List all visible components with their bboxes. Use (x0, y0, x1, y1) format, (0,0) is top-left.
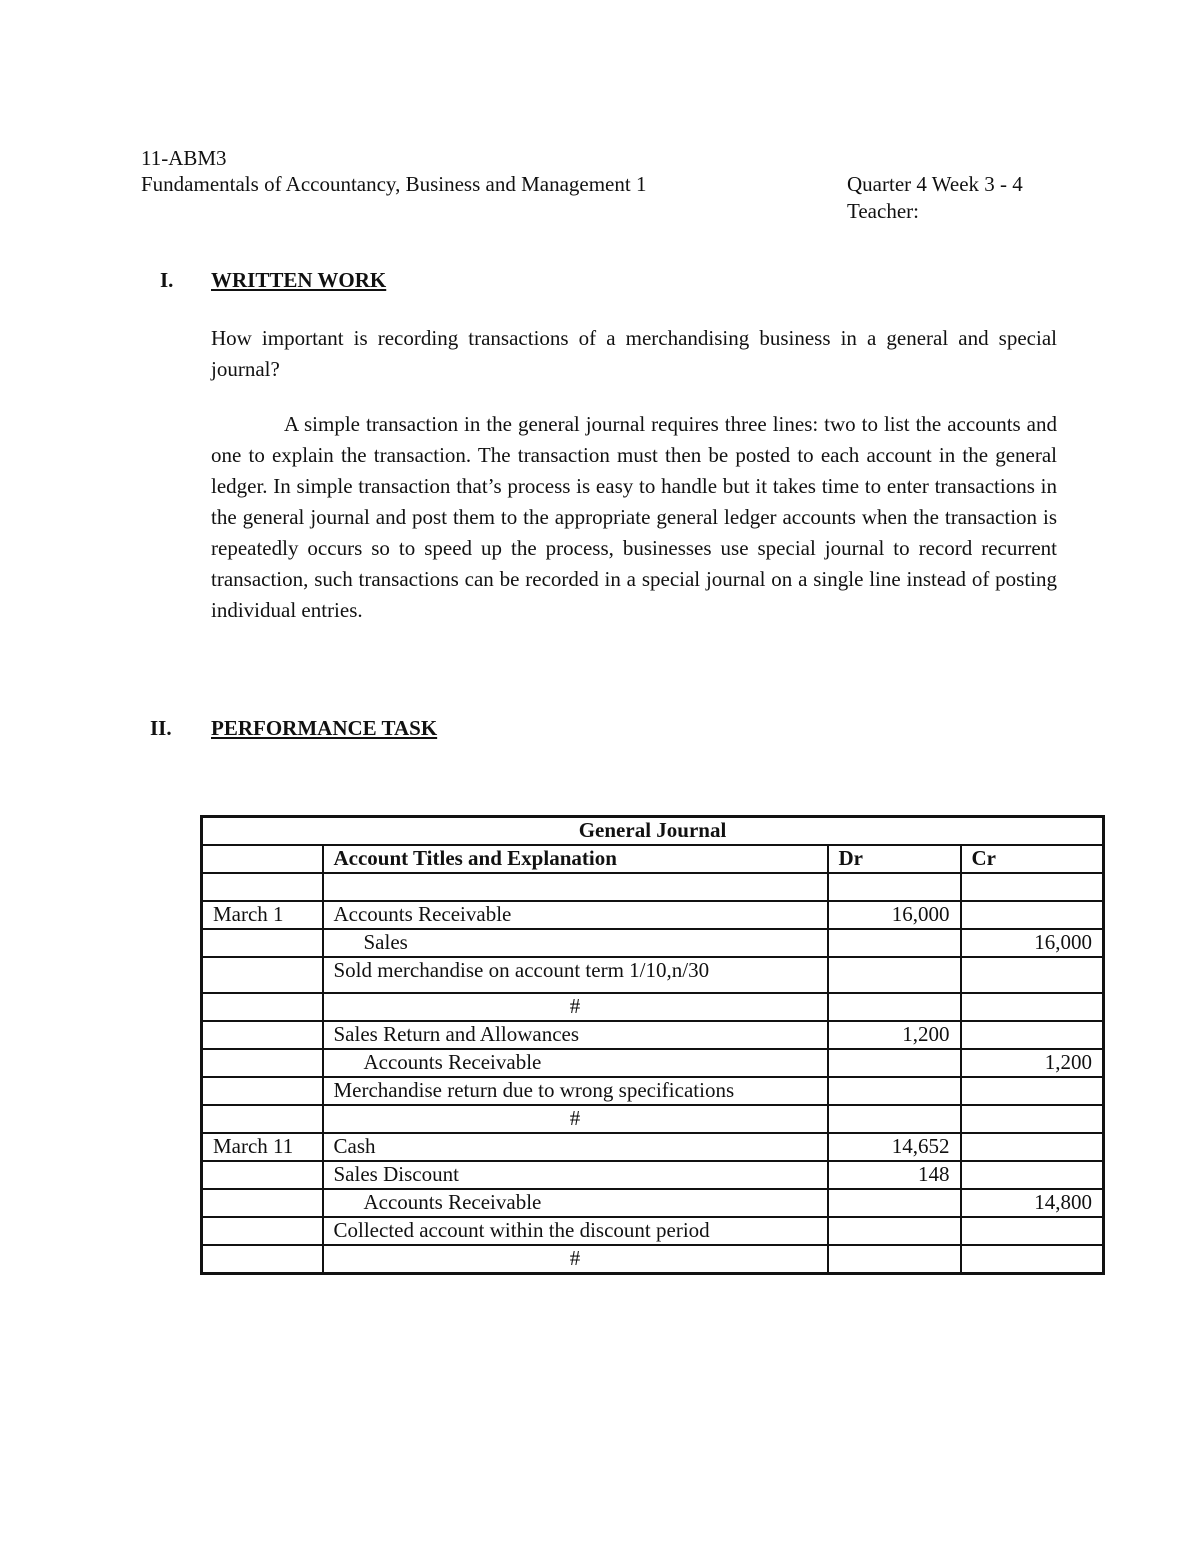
row-dr (828, 873, 961, 901)
row-cr (961, 993, 1104, 1021)
journal-title-row (202, 817, 1104, 846)
row-date (202, 1161, 323, 1189)
row-dr (828, 1245, 961, 1274)
table-row (202, 1217, 1104, 1245)
row-dr (828, 957, 961, 993)
row-account: # (323, 1245, 828, 1274)
row-account (323, 873, 828, 901)
row-account: Sales Return and Allowances (323, 1021, 828, 1049)
journal-header-row (202, 845, 1104, 873)
row-cr (961, 957, 1104, 993)
table-row (202, 1189, 1104, 1217)
row-account: # (323, 993, 828, 1021)
table-row (202, 1245, 1104, 1274)
row-cr (961, 1161, 1104, 1189)
general-journal-table (200, 815, 1105, 1275)
row-account: Accounts Receivable (323, 1049, 828, 1077)
row-cr (961, 1021, 1104, 1049)
row-date (202, 929, 323, 957)
row-date: March 1 (202, 901, 323, 929)
section-1-number: I. (160, 268, 174, 292)
row-cr: 1,200 (961, 1049, 1104, 1077)
table-row (202, 1021, 1104, 1049)
row-dr: 148 (828, 1161, 961, 1189)
row-dr: 1,200 (828, 1021, 961, 1049)
row-cr (961, 1133, 1104, 1161)
table-row (202, 993, 1104, 1021)
table-row (202, 1077, 1104, 1105)
row-date (202, 957, 323, 993)
column-header-dr: Dr (828, 845, 961, 873)
row-date (202, 1245, 323, 1274)
quarter-week: Quarter 4 Week 3 - 4 (847, 172, 1023, 196)
row-account: Sales Discount (323, 1161, 828, 1189)
row-dr (828, 1189, 961, 1217)
row-date (202, 1105, 323, 1133)
column-header-cr: Cr (961, 845, 1104, 873)
row-dr (828, 993, 961, 1021)
row-dr: 16,000 (828, 901, 961, 929)
journal-title: General Journal (202, 817, 1104, 846)
row-date: March 11 (202, 1133, 323, 1161)
row-cr (961, 901, 1104, 929)
table-row (202, 929, 1104, 957)
row-account: Sales (323, 929, 828, 957)
column-header-account: Account Titles and Explanation (323, 845, 828, 873)
table-row (202, 1049, 1104, 1077)
row-account: Merchandise return due to wrong specifications (323, 1077, 828, 1105)
row-date (202, 993, 323, 1021)
row-date (202, 873, 323, 901)
row-dr (828, 1077, 961, 1105)
table-row (202, 1133, 1104, 1161)
row-account: Accounts Receivable (323, 901, 828, 929)
written-work-question: How important is recording transactions of a merchandising business in a general and special journal? (211, 326, 1057, 381)
row-account: Sold merchandise on account term 1/10,n/30 (323, 957, 828, 993)
row-account: Collected account within the discount period (323, 1217, 828, 1245)
section-2-title: PERFORMANCE TASK (211, 716, 438, 740)
column-header-date (202, 845, 323, 873)
teacher-label: Teacher: (847, 199, 919, 223)
class-code: 11-ABM3 (141, 146, 227, 170)
row-dr (828, 1049, 961, 1077)
row-account: Accounts Receivable (323, 1189, 828, 1217)
row-date (202, 1077, 323, 1105)
row-cr (961, 873, 1104, 901)
row-cr (961, 1245, 1104, 1274)
row-dr (828, 1217, 961, 1245)
row-dr (828, 929, 961, 957)
row-dr: 14,652 (828, 1133, 961, 1161)
row-date (202, 1021, 323, 1049)
row-date (202, 1049, 323, 1077)
section-2-number: II. (150, 716, 172, 740)
table-row (202, 873, 1104, 901)
section-1-title: WRITTEN WORK (211, 268, 387, 292)
row-account: # (323, 1105, 828, 1133)
row-cr (961, 1105, 1104, 1133)
table-row (202, 1105, 1104, 1133)
written-work-answer: A simple transaction in the general journal requires three lines: two to list the accounts and one to explain the transaction. The transaction must then be posted to each account in the general ledger. In simple transaction that’s process is easy to handle but it takes time to enter transactions in the general journal and post them to the appropriate general ledger accounts when the transaction is repeatedly occurs so to speed up the process, businesses use special journal to record recurrent transaction, such transactions can be recorded in a special journal on a single line instead of posting individual entries. (211, 412, 1057, 622)
row-dr (828, 1105, 961, 1133)
table-row (202, 1161, 1104, 1189)
subject-title: Fundamentals of Accountancy, Business and Management 1 (141, 172, 647, 196)
row-date (202, 1217, 323, 1245)
row-cr: 16,000 (961, 929, 1104, 957)
row-cr (961, 1217, 1104, 1245)
table-row (202, 901, 1104, 929)
row-date (202, 1189, 323, 1217)
row-cr: 14,800 (961, 1189, 1104, 1217)
row-account: Cash (323, 1133, 828, 1161)
row-cr (961, 1077, 1104, 1105)
table-row (202, 957, 1104, 993)
